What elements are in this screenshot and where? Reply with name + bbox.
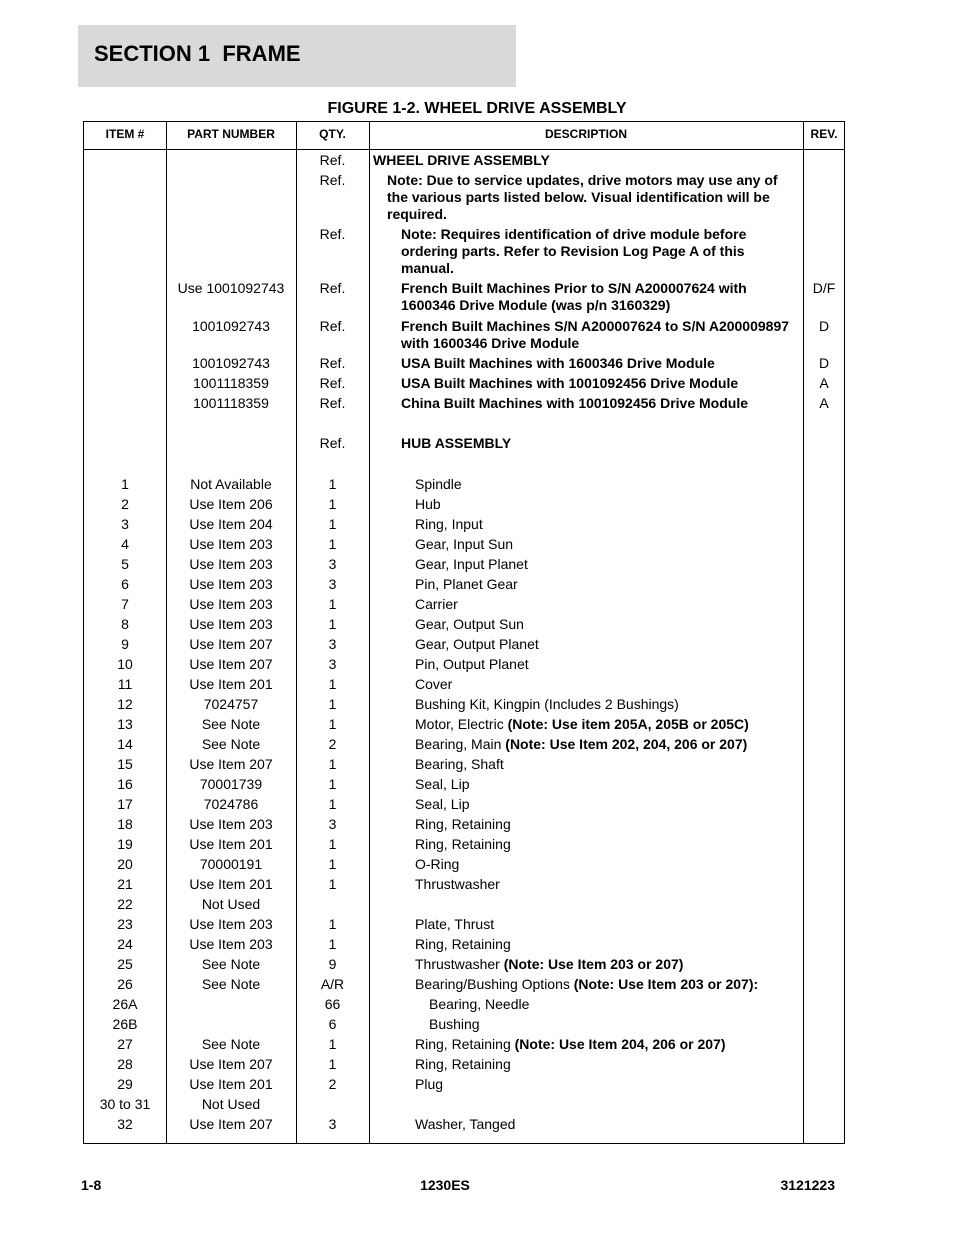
qty-cell: 1 (328, 756, 337, 772)
description-text: WHEEL DRIVE ASSEMBLY (373, 152, 550, 168)
rev-cell: A (819, 395, 829, 411)
table-row (84, 996, 844, 1013)
item-number-cell: 4 (121, 536, 129, 552)
description-cell (369, 1036, 803, 1053)
description-text: Bushing (429, 1016, 480, 1032)
table-row (84, 556, 844, 573)
part-number-cell: 7024786 (203, 796, 259, 812)
qty-cell: 3 (328, 816, 337, 832)
description-cell (369, 696, 803, 713)
description-cell (369, 596, 803, 613)
description-cell (369, 756, 803, 773)
table-row (84, 576, 844, 593)
item-number-cell: 12 (117, 696, 133, 712)
description-cell (369, 976, 803, 993)
qty-cell: 6 (328, 1016, 337, 1032)
qty-cell: 3 (328, 656, 337, 672)
item-number-cell: 20 (117, 856, 133, 872)
table-row (84, 976, 844, 993)
description-text: Motor, Electric (415, 716, 508, 732)
description-cell (369, 476, 803, 493)
part-number-cell: See Note (201, 716, 261, 732)
item-number-cell: 29 (117, 1076, 133, 1092)
description-cell (369, 1016, 803, 1033)
header-rev: REV. (810, 127, 838, 141)
item-number-cell: 18 (117, 816, 133, 832)
part-number-cell: Use Item 204 (189, 516, 273, 532)
item-number-cell: 1 (121, 476, 129, 492)
description-text: Ring, Retaining (415, 816, 511, 832)
qty-cell: 1 (328, 776, 337, 792)
table-row (84, 1056, 844, 1073)
description-cell (369, 496, 803, 513)
item-number-cell: 19 (117, 836, 133, 852)
description-cell (369, 956, 803, 973)
rev-cell: D/F (812, 280, 836, 296)
page-number: 1-8 (81, 1177, 102, 1193)
description-cell (369, 836, 803, 853)
description-cell (369, 556, 803, 573)
part-number-cell: 7024757 (203, 696, 259, 712)
description-text: Plug (415, 1076, 444, 1092)
description-cell (369, 318, 803, 352)
table-row (84, 435, 844, 452)
description-cell (369, 716, 803, 733)
table-row (84, 1016, 844, 1033)
description-text: Gear, Output Sun (415, 616, 524, 632)
document-number: 3121223 (780, 1177, 835, 1193)
qty-cell: 1 (328, 496, 337, 512)
description-note: (Note: Use Item 203 or 207) (503, 956, 684, 972)
item-number-cell: 10 (117, 656, 133, 672)
description-text: Carrier (415, 596, 458, 612)
qty-cell: 66 (324, 996, 341, 1012)
part-number-cell: Use Item 203 (189, 576, 273, 592)
description-text: Bearing/Bushing Options (415, 976, 574, 992)
table-row (84, 916, 844, 933)
description-text: Seal, Lip (415, 776, 470, 792)
item-number-cell: 26A (112, 996, 138, 1012)
part-number-cell: 70001739 (199, 776, 263, 792)
part-number-cell: Use Item 201 (189, 1076, 273, 1092)
part-number-cell: Use Item 203 (189, 616, 273, 632)
qty-cell: 3 (328, 556, 337, 572)
item-number-cell: 8 (121, 616, 129, 632)
qty-cell: 1 (328, 1036, 337, 1052)
rev-cell: D (818, 355, 830, 371)
description-cell (369, 636, 803, 653)
table-row (84, 172, 844, 223)
description-text: French Built Machines S/N A200007624 to S/N A200009897 with 1600346 Drive Module (401, 318, 790, 351)
description-cell (369, 226, 803, 277)
table-row (84, 226, 844, 277)
description-text: China Built Machines with 1001092456 Drive Module (401, 395, 748, 411)
description-cell (369, 1116, 803, 1133)
item-number-cell: 16 (117, 776, 133, 792)
qty-cell: Ref. (319, 318, 346, 334)
description-cell (369, 876, 803, 893)
qty-cell: 1 (328, 596, 337, 612)
qty-cell: 1 (328, 936, 337, 952)
rev-cell: A (819, 375, 829, 391)
item-number-cell: 2 (121, 496, 129, 512)
part-number-cell: Use Item 203 (189, 816, 273, 832)
table-row (84, 816, 844, 833)
qty-cell: 3 (328, 636, 337, 652)
description-cell (369, 375, 803, 392)
description-note: (Note: Use Item 202, 204, 206 or 207) (505, 736, 748, 752)
header-qty: QTY. (319, 127, 346, 141)
description-cell (369, 280, 803, 314)
header-description: DESCRIPTION (544, 127, 627, 141)
description-text: Ring, Retaining (415, 836, 511, 852)
table-row (84, 896, 844, 913)
part-number-cell: Use Item 203 (189, 936, 273, 952)
description-text: O-Ring (415, 856, 460, 872)
table-row (84, 756, 844, 773)
header-part-number: PART NUMBER (187, 127, 275, 141)
table-row (84, 696, 844, 713)
description-note: (Note: Use item 205A, 205B or 205C) (507, 716, 749, 732)
table-row (84, 796, 844, 813)
part-number-cell: 1001118359 (193, 395, 269, 411)
table-row (84, 536, 844, 553)
table-row (84, 395, 844, 412)
part-number-cell: Use Item 203 (189, 596, 273, 612)
description-cell (369, 355, 803, 372)
description-cell (369, 172, 803, 223)
description-cell (369, 152, 803, 169)
qty-cell: 1 (328, 476, 337, 492)
qty-cell: 9 (328, 956, 337, 972)
description-text: Bearing, Main (415, 736, 506, 752)
description-cell (369, 1076, 803, 1093)
table-row (84, 280, 844, 314)
part-number-cell: Use Item 201 (189, 876, 273, 892)
description-cell (369, 395, 803, 412)
description-cell (369, 516, 803, 533)
qty-cell: Ref. (319, 355, 346, 371)
section-title: SECTION 1 FRAME (94, 41, 301, 66)
item-number-cell: 26 (117, 976, 133, 992)
part-number-cell: Use Item 203 (189, 536, 273, 552)
table-row (84, 856, 844, 873)
item-number-cell: 6 (121, 576, 129, 592)
table-row (84, 616, 844, 633)
description-note: (Note: Use Item 203 or 207): (573, 976, 759, 992)
qty-cell: 1 (328, 696, 337, 712)
description-text: Ring, Retaining (415, 1036, 515, 1052)
description-text: Thrustwasher (415, 956, 504, 972)
table-row (84, 836, 844, 853)
table-row (84, 676, 844, 693)
description-cell (369, 996, 803, 1013)
part-number-cell: Use Item 207 (189, 1056, 273, 1072)
rev-cell: D (818, 318, 830, 334)
table-row (84, 776, 844, 793)
table-row (84, 956, 844, 973)
description-text: USA Built Machines with 1600346 Drive Module (401, 355, 715, 371)
item-number-cell: 22 (117, 896, 133, 912)
description-cell (369, 656, 803, 673)
table-row (84, 516, 844, 533)
item-number-cell: 13 (117, 716, 133, 732)
description-text: Washer, Tanged (415, 1116, 516, 1132)
description-cell (369, 796, 803, 813)
part-number-cell: See Note (201, 956, 261, 972)
qty-cell: 1 (328, 1056, 337, 1072)
table-row (84, 596, 844, 613)
table-row (84, 375, 844, 392)
description-cell (369, 736, 803, 753)
description-cell (369, 676, 803, 693)
table-row (84, 1036, 844, 1053)
part-number-cell: Use Item 207 (189, 656, 273, 672)
table-row (84, 1096, 844, 1113)
item-number-cell: 32 (117, 1116, 133, 1132)
item-number-cell: 26B (112, 1016, 138, 1032)
table-row (84, 736, 844, 753)
table-row (84, 876, 844, 893)
qty-cell: 1 (328, 836, 337, 852)
part-number-cell: Use 1001092743 (177, 280, 285, 296)
description-text: Seal, Lip (415, 796, 470, 812)
qty-cell: Ref. (319, 280, 346, 296)
parts-table (83, 121, 845, 1144)
description-text: Note: Requires identification of drive module before ordering parts. Refer to Revision Log Page A of this manual. (401, 226, 747, 276)
section-header-band (78, 25, 516, 87)
item-number-cell: 5 (121, 556, 129, 572)
description-text: Spindle (415, 476, 462, 492)
item-number-cell: 3 (121, 516, 129, 532)
description-text: Bearing, Needle (429, 996, 530, 1012)
qty-cell: Ref. (319, 435, 346, 451)
qty-cell: 1 (328, 856, 337, 872)
item-number-cell: 17 (117, 796, 133, 812)
part-number-cell: Use Item 203 (189, 556, 273, 572)
item-number-cell: 15 (117, 756, 133, 772)
description-cell (369, 435, 803, 452)
part-number-cell: See Note (201, 976, 261, 992)
item-number-cell: 27 (117, 1036, 133, 1052)
qty-cell: Ref. (319, 375, 346, 391)
table-row (84, 636, 844, 653)
table-row (84, 152, 844, 169)
description-text: Pin, Planet Gear (415, 576, 518, 592)
qty-cell: 1 (328, 796, 337, 812)
qty-cell: 3 (328, 1116, 337, 1132)
description-cell (369, 816, 803, 833)
description-cell (369, 776, 803, 793)
qty-cell: A/R (320, 976, 345, 992)
description-text: Hub (415, 496, 441, 512)
qty-cell: 3 (328, 576, 337, 592)
description-text: Ring, Input (415, 516, 483, 532)
model-number: 1230ES (420, 1177, 470, 1193)
qty-cell: 1 (328, 916, 337, 932)
table-row (84, 936, 844, 953)
qty-cell: 1 (328, 716, 337, 732)
description-cell (369, 916, 803, 933)
part-number-cell: Use Item 203 (189, 916, 273, 932)
description-cell (369, 616, 803, 633)
qty-cell: 1 (328, 876, 337, 892)
part-number-cell: Use Item 206 (189, 496, 273, 512)
figure-title: FIGURE 1-2. WHEEL DRIVE ASSEMBLY (327, 100, 627, 117)
part-number-cell: Use Item 201 (189, 676, 273, 692)
part-number-cell: 70000191 (199, 856, 263, 872)
qty-cell: Ref. (319, 226, 346, 242)
item-number-cell: 30 to 31 (99, 1096, 151, 1112)
description-cell (369, 576, 803, 593)
description-text: French Built Machines Prior to S/N A200007624 with 1600346 Drive Module (was p/n 3160329) (401, 280, 747, 313)
description-cell (369, 1056, 803, 1073)
part-number-cell: 1001118359 (193, 375, 269, 391)
description-text: Note: Due to service updates, drive motors may use any of the various parts listed below. Visual identification will be required. (387, 172, 778, 222)
part-number-cell: See Note (201, 1036, 261, 1052)
description-text: Ring, Retaining (415, 936, 511, 952)
table-row (84, 656, 844, 673)
qty-cell: Ref. (319, 395, 346, 411)
qty-cell: Ref. (319, 172, 346, 188)
description-text: Bearing, Shaft (415, 756, 504, 772)
description-text: Gear, Output Planet (415, 636, 539, 652)
table-row (84, 496, 844, 513)
table-row (84, 716, 844, 733)
item-number-cell: 9 (121, 636, 129, 652)
table-row (84, 318, 844, 352)
part-number-cell: 1001092743 (192, 355, 270, 371)
part-number-cell: Not Available (190, 476, 272, 492)
description-text: USA Built Machines with 1001092456 Drive Module (401, 375, 739, 391)
description-cell (369, 536, 803, 553)
item-number-cell: 7 (121, 596, 129, 612)
item-number-cell: 21 (117, 876, 133, 892)
part-number-cell: Use Item 201 (189, 836, 273, 852)
part-number-cell: Use Item 207 (189, 636, 273, 652)
qty-cell: 2 (328, 736, 337, 752)
qty-cell: 2 (328, 1076, 337, 1092)
table-row (84, 1076, 844, 1093)
description-text: Gear, Input Sun (415, 536, 514, 552)
part-number-cell: Use Item 207 (189, 1116, 273, 1132)
description-text: Thrustwasher (415, 876, 500, 892)
description-text: Pin, Output Planet (415, 656, 529, 672)
item-number-cell: 11 (117, 676, 133, 692)
qty-cell: 1 (328, 536, 337, 552)
item-number-cell: 23 (117, 916, 133, 932)
item-number-cell: 24 (117, 936, 133, 952)
description-cell (369, 856, 803, 873)
part-number-cell: 1001092743 (192, 318, 270, 334)
part-number-cell: Use Item 207 (189, 756, 273, 772)
description-cell (369, 936, 803, 953)
description-text: Gear, Input Planet (415, 556, 528, 572)
table-body (84, 150, 844, 1133)
description-text: Bushing Kit, Kingpin (Includes 2 Bushings) (415, 696, 679, 712)
qty-cell: 1 (328, 516, 337, 532)
description-text: Cover (415, 676, 453, 692)
header-item: ITEM # (105, 127, 145, 141)
item-number-cell: 25 (117, 956, 133, 972)
description-text: Plate, Thrust (415, 916, 495, 932)
qty-cell: 1 (328, 676, 337, 692)
item-number-cell: 14 (117, 736, 133, 752)
part-number-cell: Not Used (201, 896, 261, 912)
description-text: HUB ASSEMBLY (401, 435, 512, 451)
qty-cell: Ref. (319, 152, 346, 168)
table-row (84, 355, 844, 372)
qty-cell: 1 (328, 616, 337, 632)
table-row (84, 476, 844, 493)
part-number-cell: Not Used (201, 1096, 261, 1112)
table-row (84, 1116, 844, 1133)
description-note: (Note: Use Item 204, 206 or 207) (514, 1036, 726, 1052)
item-number-cell: 28 (117, 1056, 133, 1072)
part-number-cell: See Note (201, 736, 261, 752)
description-text: Ring, Retaining (415, 1056, 511, 1072)
